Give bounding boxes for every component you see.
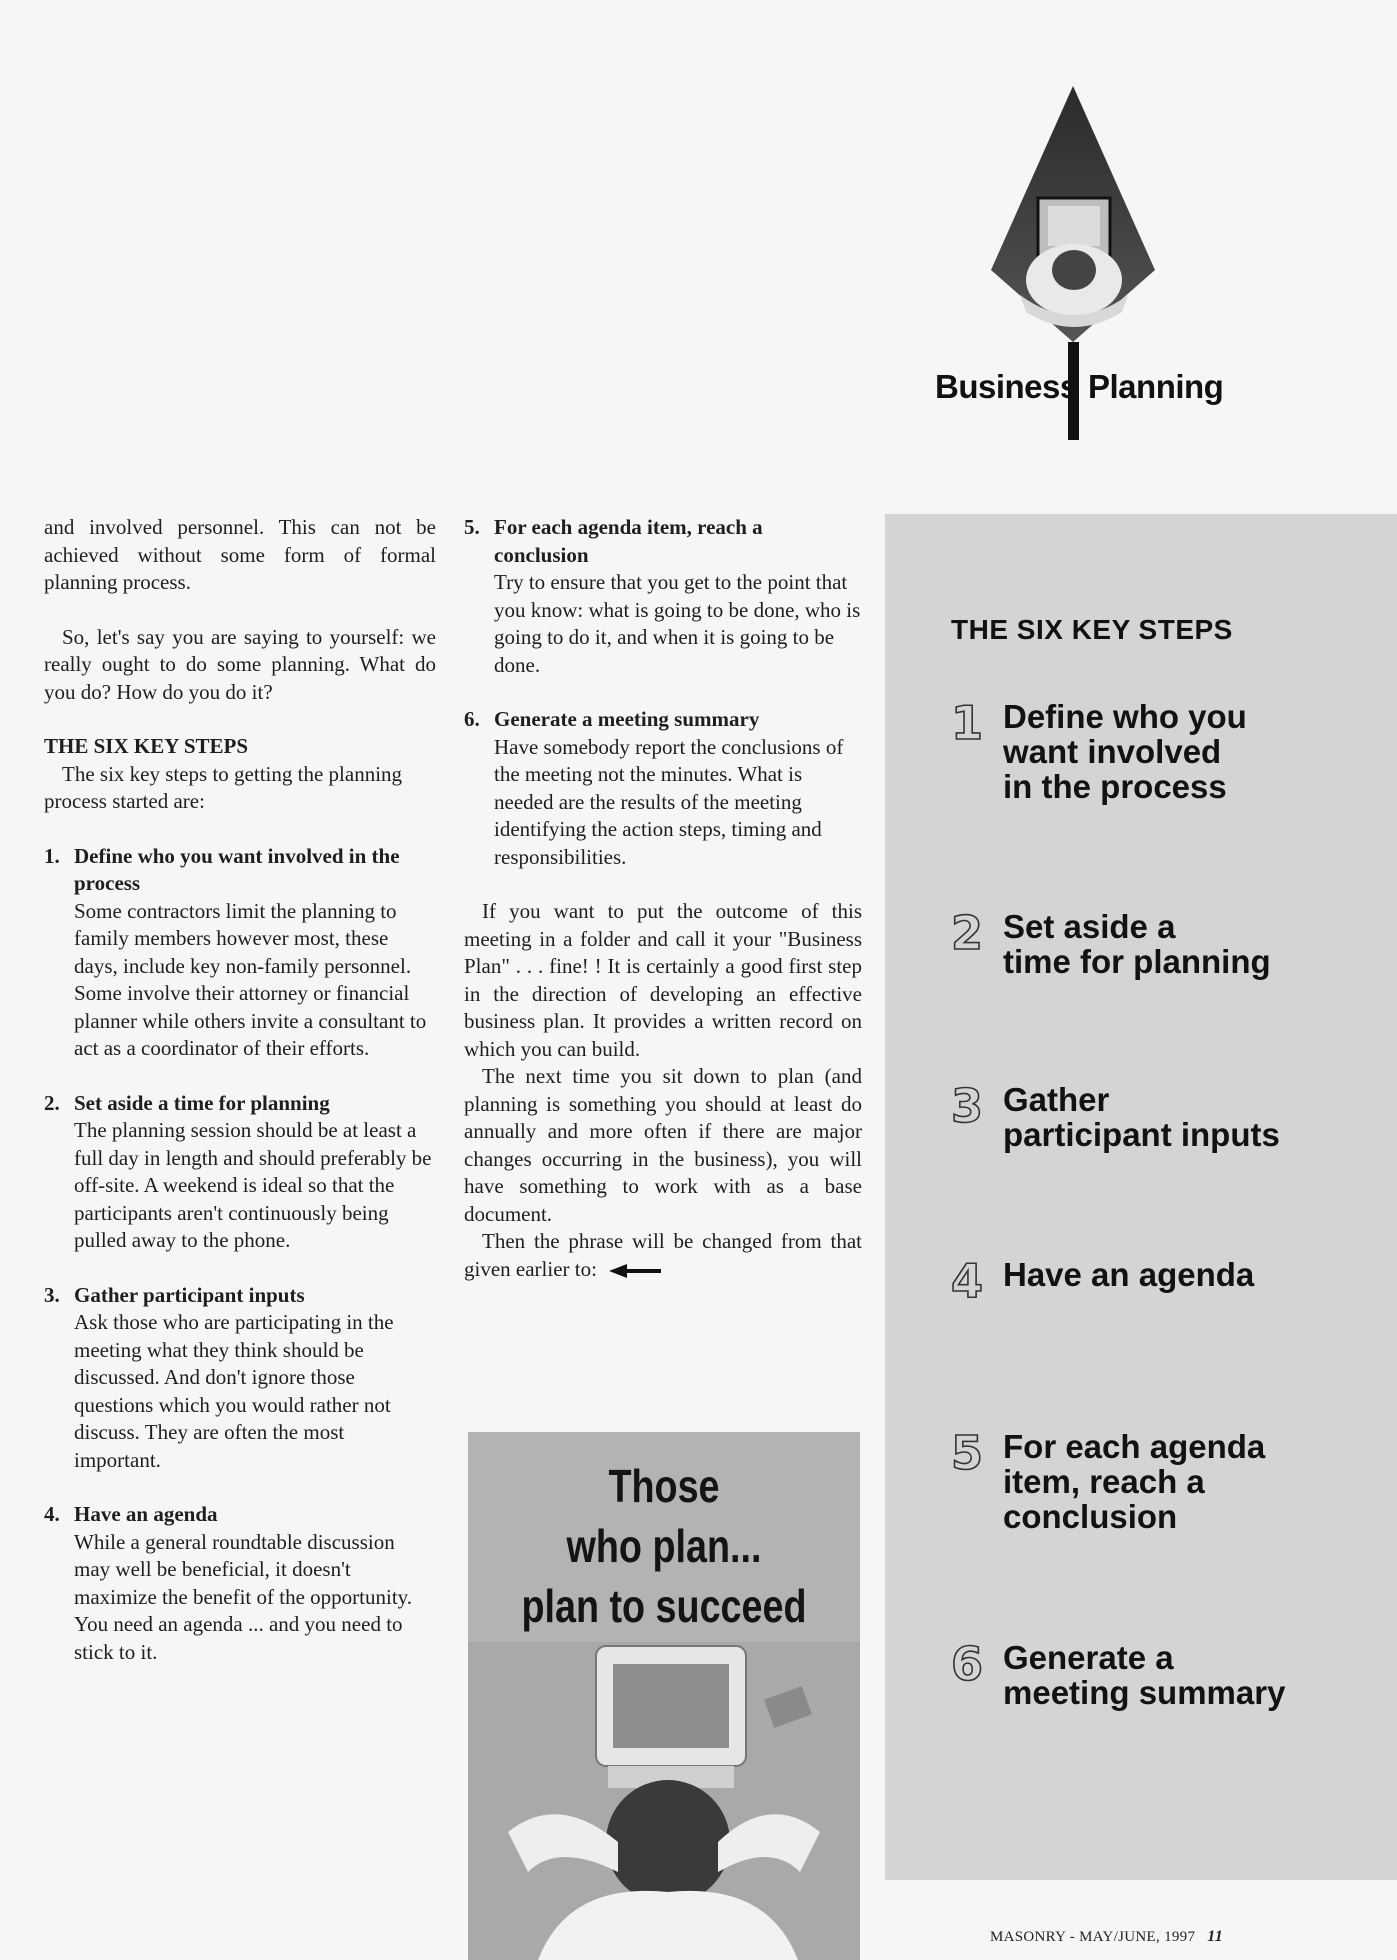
step-number: 2. bbox=[44, 1090, 60, 1115]
step-item-2 bbox=[44, 1090, 436, 1255]
sidebar-step-text: Have an agenda bbox=[1003, 1256, 1255, 1293]
arrow-left-icon bbox=[609, 1264, 661, 1278]
step-body: Ask those who are participating in the meeting what they think should be discussed. And don't ignore those questions which you would rather not discuss. They are often the most important. bbox=[74, 1310, 394, 1472]
step-body: While a general roundtable discussion may well be beneficial, it doesn't maximize the benefit of the opportunity. You need an agenda ... and you need to stick to it. bbox=[74, 1529, 413, 1664]
paragraph-then-text: Then the phrase will be changed from that given earlier to: bbox=[464, 1229, 862, 1281]
step-title: Have an agenda bbox=[74, 1502, 218, 1526]
slogan-line-1: Those bbox=[608, 1460, 720, 1512]
sidebar-step-text: Set aside a time for planning bbox=[1003, 908, 1271, 980]
step-item-6 bbox=[464, 706, 862, 871]
section-intro: The six key steps to getting the planning process started are: bbox=[44, 761, 403, 813]
step-title: Generate a meeting summary bbox=[494, 707, 760, 731]
step-number-outline: 1 bbox=[951, 696, 984, 750]
sidebar-step-text: Generate a meeting summary bbox=[1003, 1639, 1286, 1711]
step-title: Define who you want involved in the process bbox=[74, 843, 400, 895]
step-number-outline: 2 bbox=[951, 906, 984, 960]
step-number-outline: 5 bbox=[951, 1426, 984, 1480]
step-title: Gather participant inputs bbox=[74, 1282, 305, 1307]
step-body: The planning session should be at least a full day in length and should preferably be off-site. A weekend is ideal so that the participants aren't continuously being pulled away to the phone. bbox=[74, 1118, 432, 1252]
step-number-outline: 3 bbox=[951, 1079, 984, 1133]
page-footer bbox=[990, 1928, 1223, 1946]
step-title: For each agenda item, reach a conclusion bbox=[494, 515, 763, 567]
paragraph-so: So, let's say you are saying to yourself: we really ought to do some planning. What do you do? How do you do it? bbox=[44, 624, 436, 704]
sidebar-step-text: Gather participant inputs bbox=[1003, 1081, 1280, 1153]
step-item-4 bbox=[44, 1501, 436, 1666]
slogan bbox=[503, 1456, 824, 1636]
step-number-outline: 4 bbox=[951, 1254, 984, 1308]
step-number: 1. bbox=[44, 843, 60, 868]
step-number: 3. bbox=[44, 1282, 60, 1307]
paragraph-next-time: The next time you sit down to plan (and planning is something you should at least do annually and more often if there are major changes occurring in the business), you will have something to work with as a base document. bbox=[464, 1064, 862, 1226]
step-number: 6. bbox=[464, 707, 480, 731]
step-body: Have somebody report the conclusions of the meeting not the minutes. What is needed are the results of the meeting identifying the action steps, timing and responsibilities. bbox=[494, 734, 844, 869]
six-key-steps-sidebar bbox=[885, 514, 1397, 1880]
logo-label bbox=[935, 368, 1235, 418]
section-heading: THE SIX KEY STEPS bbox=[44, 734, 249, 758]
step-number: 5. bbox=[464, 515, 480, 539]
step-body: Some contractors limit the planning to family members however most, these days, include key non-family personnel. Some involve their attorney or financial planner while others invite a consultant to act as a coordinator of their efforts. bbox=[74, 898, 427, 1060]
slogan-picture-box bbox=[468, 1432, 860, 1960]
step-item-5 bbox=[464, 514, 862, 679]
paragraph-outcome: If you want to put the outcome of this meeting in a folder and call it your "Business Plan" . . . fine! ! It is certainly a good first step in the direction of developing an effective business plan. It provides a written record on which you can build. bbox=[464, 899, 862, 1061]
logo-word-business: Business bbox=[935, 368, 1078, 405]
slogan-line-3: plan to succeed bbox=[521, 1580, 807, 1632]
page-number: 11 bbox=[1207, 1928, 1224, 1945]
slogan-line-2: who plan... bbox=[566, 1520, 762, 1572]
step-item-3 bbox=[44, 1282, 436, 1475]
step-number-outline: 6 bbox=[951, 1637, 984, 1691]
sidebar-step-text: For each agenda item, reach a conclusion bbox=[1003, 1428, 1266, 1535]
step-title: Set aside a time for planning bbox=[74, 1090, 330, 1115]
paragraph-intro: and involved personnel. This can not be achieved without some form of formal planning process. bbox=[44, 515, 436, 594]
text-column-2 bbox=[464, 514, 862, 1283]
person-at-computer-illustration bbox=[468, 1642, 860, 1960]
step-item-1 bbox=[44, 843, 436, 1063]
text-column-1 bbox=[44, 514, 436, 1666]
step-number: 4. bbox=[44, 1502, 60, 1526]
step-body: Try to ensure that you get to the point that you know: what is going to be done, who is going to do it, and when it is going to be done. bbox=[494, 570, 861, 677]
paragraph-then bbox=[464, 1228, 862, 1283]
sidebar-step-text: Define who you want involved in the process bbox=[1003, 698, 1247, 805]
publication-info: MASONRY - MAY/JUNE, 1997 bbox=[990, 1929, 1196, 1945]
logo-word-planning: Planning bbox=[1088, 368, 1224, 405]
sidebar-title: THE SIX KEY STEPS bbox=[951, 614, 1233, 645]
